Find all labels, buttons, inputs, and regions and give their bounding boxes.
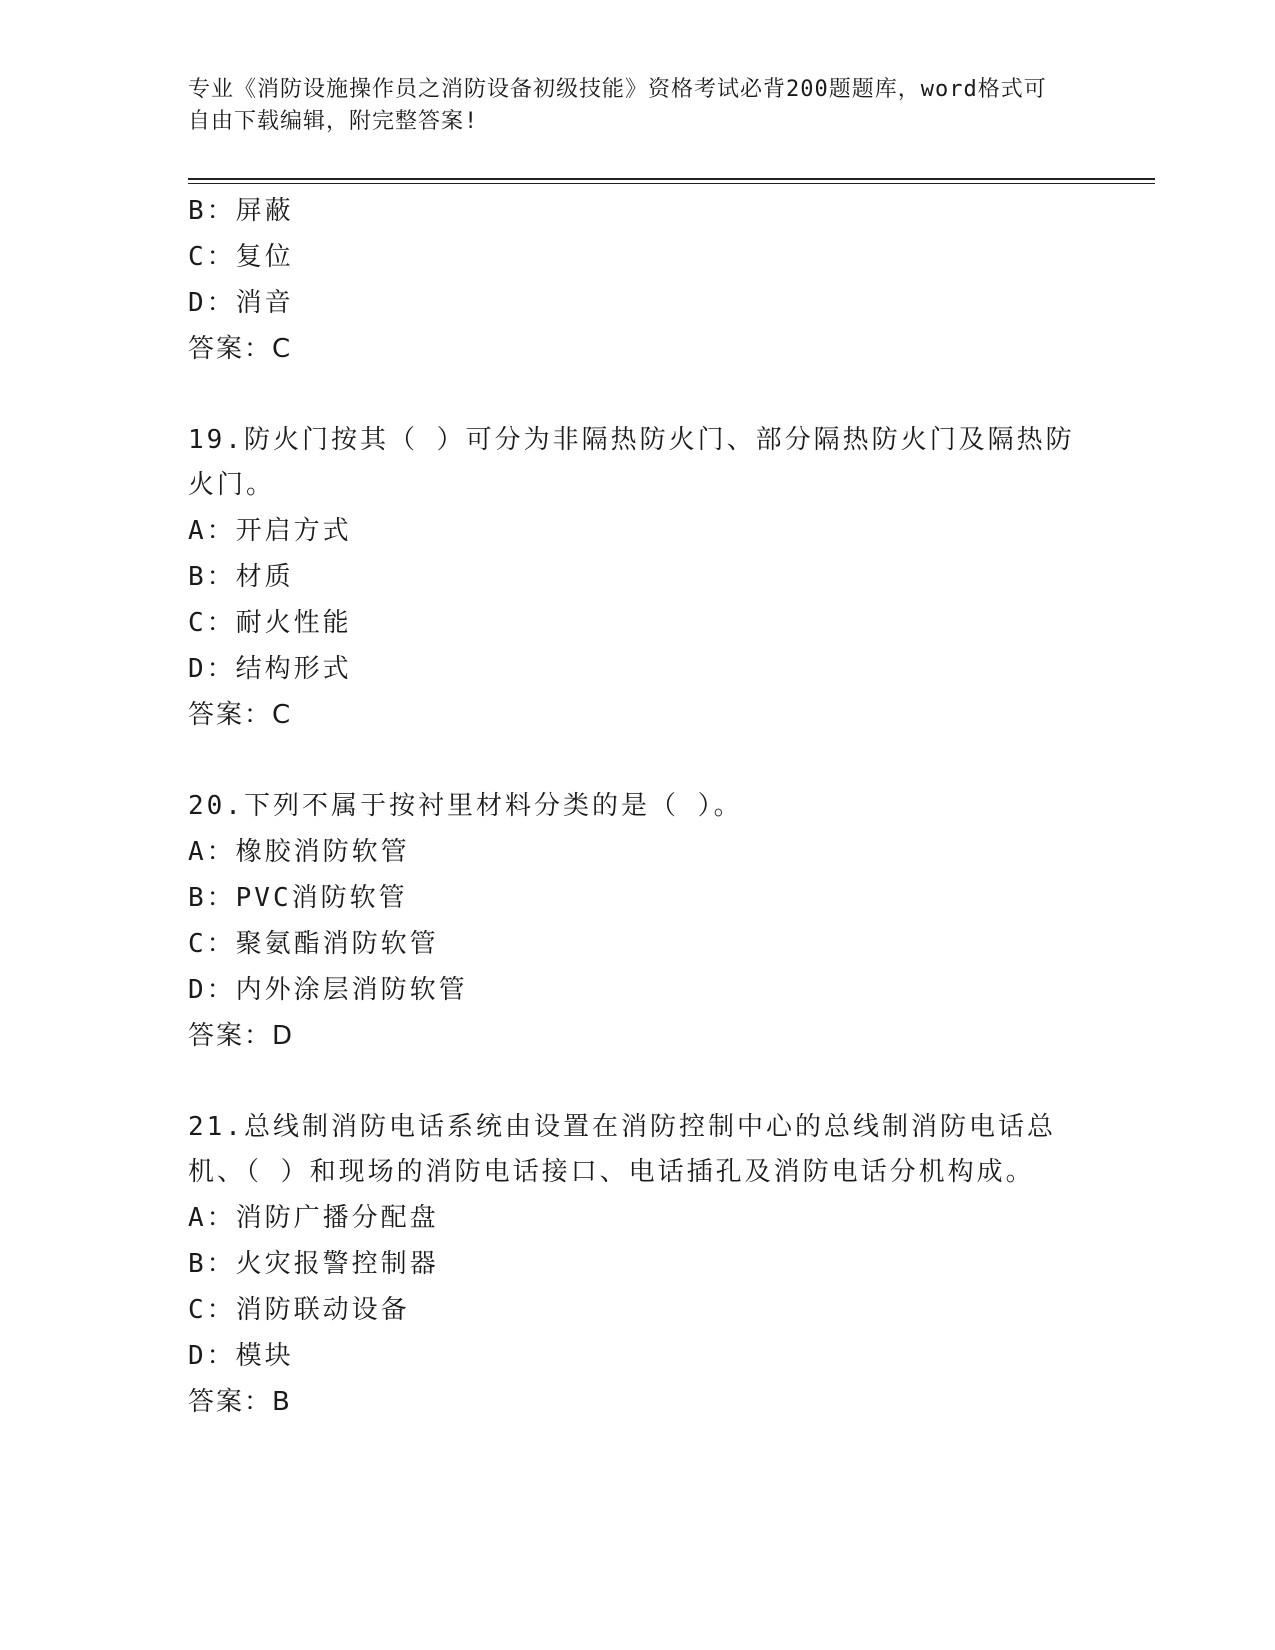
option-b: B：屏蔽 bbox=[188, 196, 294, 226]
option-b: B：火灾报警控制器 bbox=[188, 1249, 439, 1279]
option-c: C：耐火性能 bbox=[188, 608, 352, 638]
question-stem: 20.下列不属于按衬里材料分类的是（ ）。 bbox=[188, 791, 743, 821]
spacer bbox=[188, 372, 1088, 418]
question-19 bbox=[188, 418, 1088, 738]
option-c: C：消防联动设备 bbox=[188, 1295, 410, 1325]
answer-line: 答案：C bbox=[188, 334, 293, 364]
option-a: A：消防广播分配盘 bbox=[188, 1203, 439, 1233]
document-title: 专业《消防设施操作员之消防设备初级技能》资格考试必背200题题库，word格式可自由下载编辑，附完整答案! bbox=[188, 77, 1047, 134]
question-20 bbox=[188, 784, 1088, 1059]
question-21 bbox=[188, 1105, 1088, 1425]
option-b: B：材质 bbox=[188, 562, 294, 592]
option-d: D：内外涂层消防软管 bbox=[188, 975, 468, 1005]
question-18-continued bbox=[188, 188, 1088, 372]
option-d: D：结构形式 bbox=[188, 654, 352, 684]
spacer bbox=[188, 1059, 1088, 1105]
option-c: C：聚氨酯消防软管 bbox=[188, 929, 439, 959]
option-c: C：复位 bbox=[188, 242, 294, 272]
question-stem: 19.防火门按其（ ）可分为非隔热防火门、部分隔热防火门及隔热防火门。 bbox=[188, 425, 1075, 500]
option-b: B：PVC消防软管 bbox=[188, 883, 408, 913]
header-divider-thick bbox=[188, 178, 1155, 180]
question-list bbox=[188, 188, 1088, 1425]
answer-line: 答案：B bbox=[188, 1387, 292, 1417]
question-stem: 21.总线制消防电话系统由设置在消防控制中心的总线制消防电话总机、（ ）和现场的消防电话接口、电话插孔及消防电话分机构成。 bbox=[188, 1112, 1056, 1187]
option-a: A：开启方式 bbox=[188, 516, 352, 546]
option-d: D：模块 bbox=[188, 1341, 294, 1371]
option-d: D：消音 bbox=[188, 288, 294, 318]
header-divider-thin bbox=[188, 183, 1155, 184]
answer-line: 答案：D bbox=[188, 1021, 295, 1051]
option-a: A：橡胶消防软管 bbox=[188, 837, 410, 867]
answer-line: 答案：C bbox=[188, 700, 293, 730]
document-header bbox=[188, 74, 1068, 138]
spacer bbox=[188, 738, 1088, 784]
